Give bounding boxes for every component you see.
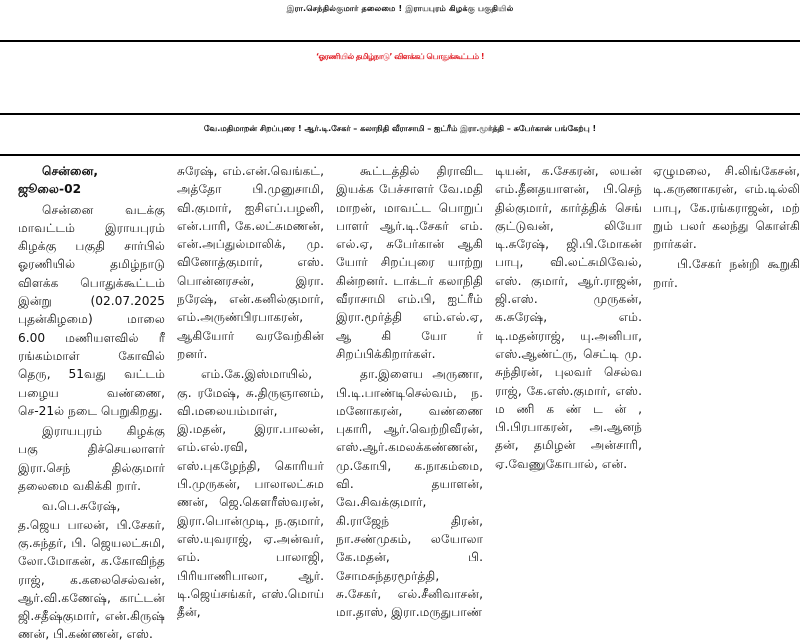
paragraph: எம்.கே.இஸ்மாயில், கு. ரமேஷ், சு.திருஞானம், வி.மலையம்மாள், இ.மதன், இரா.பாலன், எம்.எல்.ரவி, எஸ்.புகழேந்தி, கொரியர் பி.முருகன், பாலாலட்சும ணன், ஜெ.கௌரீஸ்வரன், இரா.பொன்முடி, ந.குமார், எஸ்.யுவராஜ், ஏ.அன்வர், எம். பாலாஜி, பிரியாணிபாலா, ஆர். டி.ஜெய்சங்கர், எஸ்.மொய் தீன், [177,367,324,620]
paragraph: கூட்டத்தில் திராவிட இயக்க பேச்சாளர் வே.மதி மாறன், மாவட்ட பொறுப் பாளர் ஆர்.டி.சேகர் எம். எல்.ஏ, சுபேர்கான் ஆகி யோர் சிறப்புரை யாற்று கின்றனர். டாக்டர் கலாநிதி வீராசாமி எம்.பி, ஐட்ரீம் இரா.மூர்த்தி எம்.எல்.ஏ, ஆ கி யோ ர் சிறப்பிக்கிறார்கள். [336,164,483,361]
header-divider [0,40,800,42]
kicker-headline: இரா.செந்தில்குமார் தலைமை ! இராயபுரம் கிழக்கு பகுதியில் [286,4,514,13]
article-column-2 [177,162,324,620]
paragraph: பி.சேகர் நன்றி கூறுகி றார். [653,257,800,290]
headline-divider [0,113,800,115]
paragraph: வ.பெ.சுரேஷ், த.ஜெய பாலன், பி.சேகர், கு.சுந்தர், பி. ஜெயலட்சுமி, லோ.மோகன், க.கோவிந்த ராஜ், க.கலைசெல்வன், ஆர்.வி.கணேஷ், காட்டன் ஜி.சதீஷ்குமார், என்.கிருஷ் ணன், பி.கண்ணன், எஸ். [18,499,165,642]
article-column-5 [653,162,800,598]
subheadline: வே.மதிமாறன் சிறப்புரை ! ஆர்.டி.சேகர் – கலாநிதி வீராசாமி – ஐட்ரீம் இரா.மூர்த்தி – சுபேர்கான் பங்கேற்பு ! [203,124,597,133]
body-divider [0,154,800,156]
paragraph: சுரேஷ், எம்.என்.வெங்கட், அத்தோ பி.முனுசாமி, வி.குமார், ஐசிஎப்.பழனி, என்.பாரி, கே.லட்சுமணன், என்.அப்துல்மாலிக், மு. வினோத்குமார், எஸ். பொன்னரசன், இரா. நரேஷ், என்.கனில்குமார், எம்.அருண்பிரபாகரன், ஆகியோர் வரவேற்கின் றனர். [177,164,324,361]
paragraph: டியன், க.சேகரன், லயன் எம்.தீனதயாளன், பி.செந் தில்குமார், கார்த்திக் செங் குட்டுவன், லியோ டி.சுரேஷ், ஜி.பி.மோகன் பாபு, வி.லட்சுமிவேல், எஸ். குமார், ஆர்.ராஜன், ஜி.எஸ். முருகன், க.சுரேஷ், எம். டி.மதன்ராஜ், யு.அனிபா, எஸ்.ஆண்ட்ரு, செட்டி மு. சுந்திரன், புலவர் செல்வ ராஜ், கே.எஸ்.குமார், எஸ். ம ணி க ண் ட ன் , பி.பிரபாகரன், அ.ஆனந் தன், தமிழன் அன்சாரி, ஏ.வேணுகோபால், என். [495,164,642,471]
dateline: சென்னை, ஜூலை-02 [18,164,99,197]
article-column-3 [336,162,483,620]
paragraph: ஏழுமலை, சி.லிங்கேசன், டி.கருணாகரன், எம்.டில்லி பாபு, கே.ரங்கராஜன், மற் றும் பலர் கலந்து கொள்கி றார்கள். [653,164,800,252]
paragraph: தா.இளைய அருணா, பி.டி.பாண்டிசெல்வம், ந. மனோகரன், வண்ணை புகாரி, ஆர்.வெற்றிவீரன், எஸ்.ஆர்.கமலக்கண்ணன், மு.கோபி, க.நாகம்மை, வி. தயாளன், வே.சிவக்குமார், கி.ராஜேந் திரன், நா.சண்முகம், லயோலா கே.மதன், பி. சோமசுந்தரமூர்த்தி, சு.சேகர், எல்.சீனிவாசன், மா.தாஸ், இரா.மருதுபாண் [336,367,483,620]
paragraph: சென்னை வடக்கு மாவட்டம் இராயபுரம் கிழக்கு பகுதி சார்பில் ஓரணியில் தமிழ்நாடு விளக்க பொதுக்கூட்டம் இன்று (02.07.2025 புதன்கிழமை) மாலை 6.00 மணியளவில் ரீ ரங்கம்மாள் கோவில் தெரு, 51வது வட்டம் பழைய வண்ணை, செ-21ல் நடை பெறுகிறது. [18,202,165,418]
main-headline: ‘ஓரணியில் தமிழ்நாடு’ விளக்கப் பொதுக்கூட்டம் ! [315,52,485,61]
article-column-1 [18,162,165,642]
paragraph: இராயபுரம் கிழக்கு பகு திச்செயலாளர் இரா.செந் தில்குமார் தலைமை வகிக்கி றார். [18,424,165,494]
article-column-4 [495,162,642,598]
